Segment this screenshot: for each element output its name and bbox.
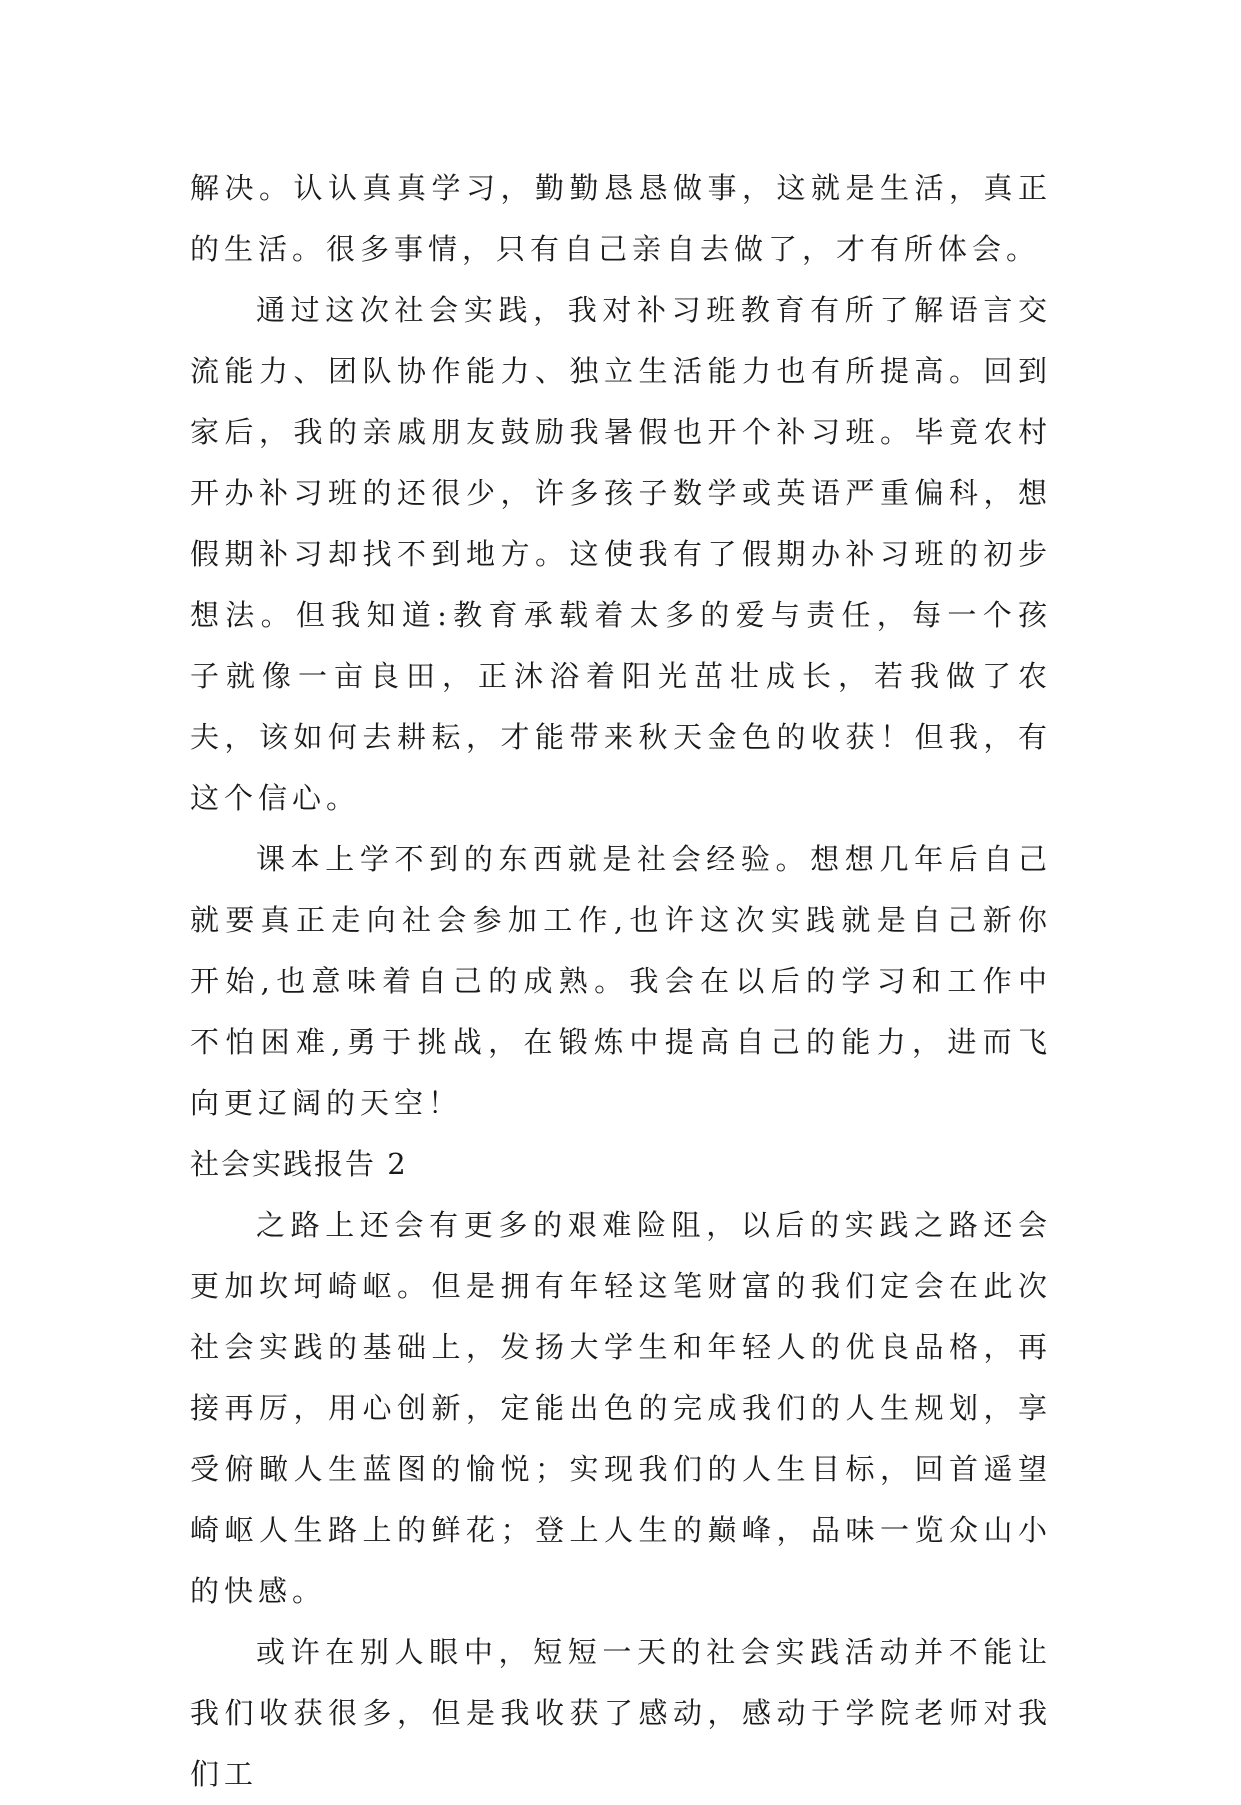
section-title: 社会实践报告 2 (190, 1147, 408, 1181)
paragraph-1: 解决。认认真真学习，勤勤恳恳做事，这就是生活，真正的生活。很多事情，只有自己亲自去做了，才有所体会。 (190, 171, 1052, 266)
paragraph-2: 通过这次社会实践，我对补习班教育有所了解语言交流能力、团队协作能力、独立生活能力也有所提高。回到家后，我的亲戚朋友鼓励我暑假也开个补习班。毕竟农村开办补习班的还很少，许多孩子数学或英语严重偏科，想假期补习却找不到地方。这使我有了假期办补习班的初步想法。但我知道:教育承载着太多的爱与责任，每一个孩子就像一亩良田，正沐浴着阳光茁壮成长，若我做了农夫，该如何去耕耘，才能带来秋天金色的收获！但我，有这个信心。 (190, 293, 1052, 815)
section-paragraph-2: 或许在别人眼中，短短一天的社会实践活动并不能让我们收获很多，但是我收获了感动，感动于学院老师对我们工 (190, 1635, 1052, 1791)
section-paragraph-1: 之路上还会有更多的艰难险阻，以后的实践之路还会更加坎坷崎岖。但是拥有年轻这笔财富的我们定会在此次社会实践的基础上，发扬大学生和年轻人的优良品格，再接再厉，用心创新，定能出色的完成我们的人生规划，享受俯瞰人生蓝图的愉悦；实现我们的人生目标，回首遥望崎岖人生路上的鲜花；登上人生的巅峰，品味一览众山小的快感。 (190, 1208, 1052, 1608)
paragraph-3: 课本上学不到的东西就是社会经验。想想几年后自己就要真正走向社会参加工作,也许这次实践就是自己新你开始,也意味着自己的成熟。我会在以后的学习和工作中不怕困难,勇于挑战，在锻炼中提高自己的能力，进而飞向更辽阔的天空！ (190, 842, 1052, 1120)
document-body (190, 158, 1052, 1805)
